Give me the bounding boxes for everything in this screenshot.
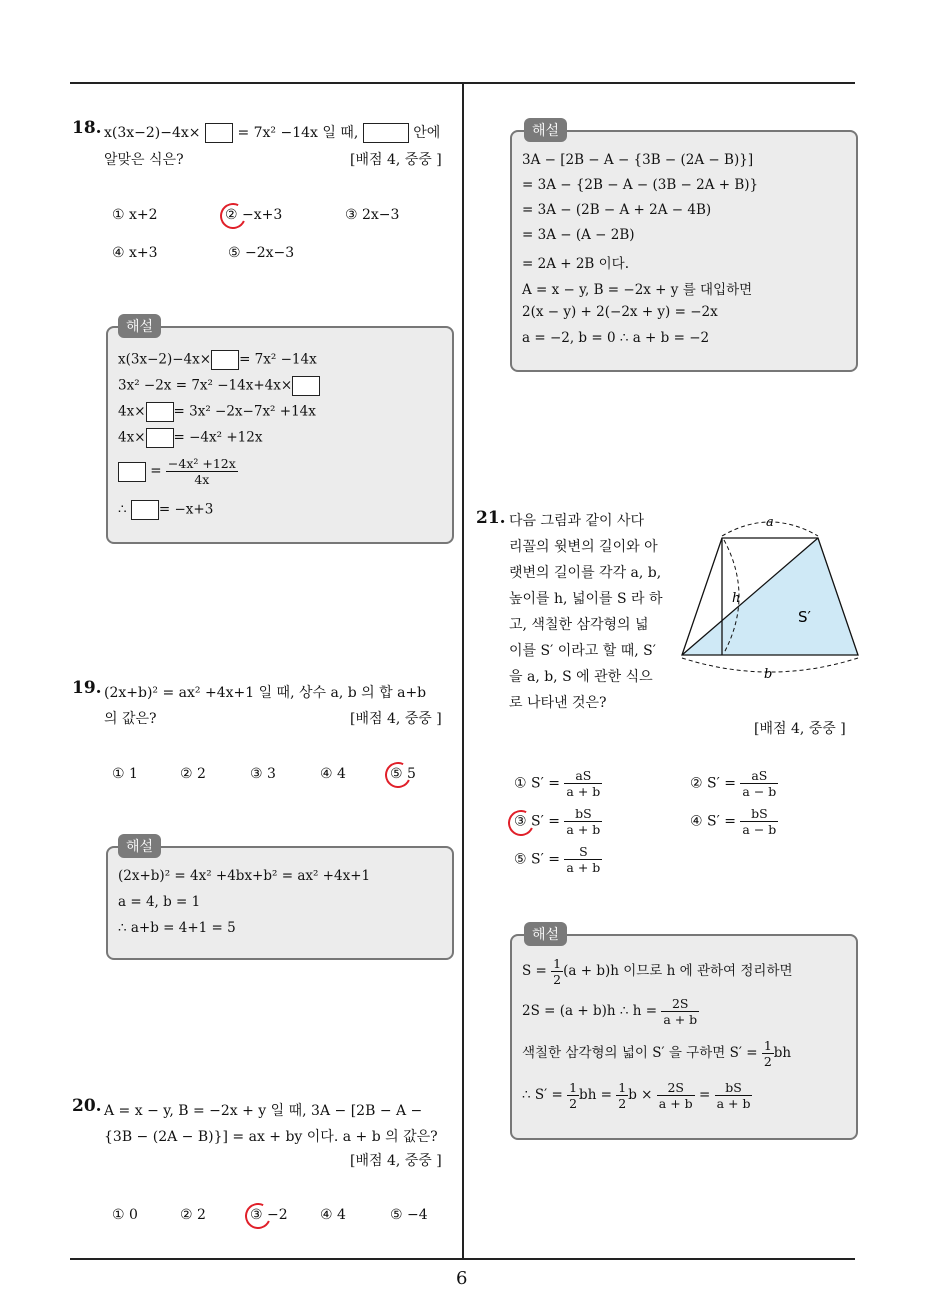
q21-c2-lhs: S′ = <box>707 775 736 792</box>
q21-sol-3-frac <box>762 1038 774 1069</box>
q19-choice-3[interactable]: ③ 3 <box>250 766 276 782</box>
q18-sol-3b: = 3x² −2x−7x² +14x <box>173 403 316 420</box>
q21-choice-2[interactable] <box>690 768 778 799</box>
q21-sol-line1 <box>522 956 793 987</box>
q18-choice-1[interactable]: ① x+2 <box>112 207 158 223</box>
q18-sol-line1 <box>118 350 317 370</box>
q21-c3-den: a + b <box>566 822 601 837</box>
q18-sol-3a: 4x× <box>118 403 146 420</box>
q21-sol-4-den2: 2 <box>618 1096 627 1111</box>
q21-text-3: 랫변의 길이를 각각 a, b, <box>509 565 662 581</box>
q20-sol-line5: = 2A + 2B 이다. <box>522 256 630 272</box>
q18-score: [배점 4, 중중 ] <box>350 152 442 168</box>
q21-sol-4e: = <box>698 1087 711 1103</box>
page-number: 6 <box>456 1268 468 1289</box>
q21-sol-4-frac4 <box>715 1080 753 1111</box>
q20-sol-line7: 2(x − y) + 2(−2x + y) = −2x <box>522 304 718 320</box>
q21-sol-2a: 2S = (a + b)h ∴ h = <box>522 1003 658 1019</box>
q18-sol-6b: = −x+3 <box>158 501 214 518</box>
q18-line1-b: = 7x² −14x 일 때, <box>237 125 359 141</box>
q20-choice-5[interactable]: ⑤ −4 <box>390 1207 428 1223</box>
q21-label-a: a <box>766 515 774 530</box>
q21-sol-3a: 색칠한 삼각형의 넓이 S′ 을 구하면 S′ = <box>522 1045 758 1061</box>
q21-c5-lhs: S′ = <box>531 851 560 868</box>
q19-choice-2[interactable]: ② 2 <box>180 766 206 782</box>
q21-c4-den: a − b <box>742 822 777 837</box>
q21-c3-frac <box>564 806 602 837</box>
q18-answer-circle <box>216 199 249 232</box>
q20-sol-line1: 3A − [2B − A − {3B − (2A − B)}] <box>522 152 754 168</box>
q18-sol-1b: = 7x² −14x <box>239 351 317 368</box>
q18-choice-5[interactable]: ⑤ −2x−3 <box>228 245 295 261</box>
q21-text-5: 고, 색칠한 삼각형의 넓 <box>509 617 649 633</box>
q20-choice-1[interactable]: ① 0 <box>112 1207 138 1223</box>
q21-sol-4-num2: 1 <box>618 1080 627 1095</box>
q19-line1: (2x+b)² = ax² +4x+1 일 때, 상수 a, b 의 합 a+b <box>104 685 427 701</box>
q18-sol-blank5 <box>118 462 146 482</box>
q21-c1-frac <box>564 768 602 799</box>
q18-sol-blank4 <box>146 428 174 448</box>
q21-text-4: 높이를 h, 넓이를 S 라 하 <box>509 591 663 607</box>
q21-sol-4-num1: 1 <box>569 1080 578 1095</box>
q20-sol-line2: = 3A − {2B − A − (3B − 2A + B)} <box>522 177 759 193</box>
q21-label-h: h <box>732 591 741 606</box>
q21-sol-4-num3: 2S <box>657 1080 695 1096</box>
q18-sol-blank3 <box>146 402 174 422</box>
q21-label-s: S′ <box>798 608 811 626</box>
q20-answer-circle <box>241 1199 274 1232</box>
q21-sol-4-num4: bS <box>715 1080 753 1096</box>
q20-sol-line8: a = −2, b = 0 ∴ a + b = −2 <box>522 330 710 346</box>
q21-c3-lhs: S′ = <box>531 813 560 830</box>
q21-sol-4-frac1 <box>567 1080 579 1111</box>
q18-sol-blank6 <box>131 500 159 520</box>
q18-sol-blank1 <box>211 350 239 370</box>
q18-choice-3[interactable]: ③ 2x−3 <box>345 207 400 223</box>
q21-sol-3-num: 1 <box>763 1038 772 1053</box>
q21-sol-4-frac2 <box>616 1080 628 1111</box>
q19-sol-line3: ∴ a+b = 4+1 = 5 <box>118 920 236 936</box>
q18-sol-5a: = <box>150 463 162 479</box>
q21-c2-frac <box>740 768 778 799</box>
q21-sol-line2 <box>522 996 699 1027</box>
q21-c3-num: bS <box>564 806 602 822</box>
q21-sol-4-frac3 <box>657 1080 695 1111</box>
q20-sol-line4: = 3A − (A − 2B) <box>522 227 635 243</box>
q19-choice-1[interactable]: ① 1 <box>112 766 138 782</box>
q21-c4-mark: ④ <box>690 813 703 830</box>
bottom-rule <box>70 1258 855 1260</box>
q21-c3-mark: ③ <box>514 813 527 830</box>
q21-c2-num: aS <box>740 768 778 784</box>
q18-line1-a: x(3x−2)−4x× <box>104 125 201 141</box>
q21-number: 21. <box>476 508 506 528</box>
q21-sol-3b: bh <box>773 1045 792 1061</box>
q18-sol-blank2 <box>292 376 320 396</box>
q21-choice-1[interactable] <box>514 768 602 799</box>
q18-sol-frac-num: −4x² +12x <box>167 456 236 471</box>
q18-number: 18. <box>72 118 102 138</box>
q18-line2: 알맞은 식은? <box>104 152 184 168</box>
q19-choice-4[interactable]: ④ 4 <box>320 766 346 782</box>
q18-sol-line6 <box>118 500 213 520</box>
q21-c2-mark: ② <box>690 775 703 792</box>
q21-solution-tag: 해설 <box>524 922 567 946</box>
q20-score: [배점 4, 중중 ] <box>350 1153 442 1169</box>
q21-sol-line3 <box>522 1038 791 1069</box>
q21-sol-1-num: 1 <box>553 956 562 971</box>
q20-line2: {3B − (2A − B)}] = ax + by 이다. a + b 의 값은? <box>104 1129 438 1145</box>
q18-sol-frac-den: 4x <box>194 472 210 487</box>
q19-choice-5[interactable]: ⑤ 5 <box>390 766 416 782</box>
q19-solution-tag: 해설 <box>118 834 161 858</box>
q21-sol-1-den: 2 <box>553 972 562 987</box>
q20-solution-tag: 해설 <box>524 118 567 142</box>
q20-choice-3[interactable]: ③ −2 <box>250 1207 288 1223</box>
q21-sol-4c: b × <box>628 1087 653 1103</box>
q21-sol-1a: S = <box>522 963 547 979</box>
q19-sol-line2: a = 4, b = 1 <box>118 894 201 910</box>
q21-c1-den: a + b <box>566 784 601 799</box>
q20-choice-4[interactable]: ④ 4 <box>320 1207 346 1223</box>
q18-sol-frac <box>166 456 238 487</box>
q18-sol-line2 <box>118 376 320 396</box>
q20-line1: A = x − y, B = −2x + y 일 때, 3A − [2B − A − <box>104 1103 423 1119</box>
q21-sol-4a: ∴ S′ = <box>522 1087 563 1103</box>
q21-c5-frac <box>564 844 602 875</box>
q21-sol-1b: (a + b)h 이므로 h 에 관하여 정리하면 <box>563 963 793 979</box>
q20-choice-2[interactable]: ② 2 <box>180 1207 206 1223</box>
q18-choice-2[interactable]: ② −x+3 <box>225 207 283 223</box>
q21-score: [배점 4, 중중 ] <box>754 721 846 737</box>
q21-label-b: b <box>764 667 773 682</box>
q21-c5-mark: ⑤ <box>514 851 527 868</box>
q21-sol-1-frac <box>551 956 563 987</box>
q21-text-1: 다음 그림과 같이 사다 <box>509 513 645 529</box>
q18-sol-4b: = −4x² +12x <box>173 429 263 446</box>
q19-line2: 의 값은? <box>104 711 157 727</box>
q18-solution-tag: 해설 <box>118 314 161 338</box>
q18-blank <box>205 123 233 143</box>
q21-c2-den: a − b <box>742 784 777 799</box>
q21-sol-4-den4: a + b <box>716 1096 751 1111</box>
q21-trapezoid-figure <box>674 508 868 682</box>
q18-sol-line3 <box>118 402 316 422</box>
q21-c4-frac <box>740 806 778 837</box>
q21-sol-4-den3: a + b <box>658 1096 693 1111</box>
q18-line1 <box>104 122 440 143</box>
q18-sol-line5 <box>118 456 238 487</box>
q18-sol-1a: x(3x−2)−4x× <box>118 351 212 368</box>
q18-blank2 <box>363 123 409 143</box>
q21-sol-2-den: a + b <box>663 1012 698 1027</box>
q21-sol-4b: bh = <box>579 1087 612 1103</box>
q20-sol-line3: = 3A − (2B − A + 2A − 4B) <box>522 202 712 218</box>
q21-text-6: 이를 S′ 이라고 할 때, S′ <box>509 643 656 659</box>
q21-c5-den: a + b <box>566 860 601 875</box>
q21-c4-lhs: S′ = <box>707 813 736 830</box>
q20-sol-line6: A = x − y, B = −2x + y 를 대입하면 <box>522 282 753 298</box>
q20-number: 20. <box>72 1096 102 1116</box>
q21-c1-mark: ① <box>514 775 527 792</box>
q21-sol-3-den: 2 <box>763 1054 772 1069</box>
q21-text-8: 로 나타낸 것은? <box>509 695 607 711</box>
q21-c1-num: aS <box>564 768 602 784</box>
q18-line1-c: 안에 <box>413 125 441 141</box>
q18-sol-2a: 3x² −2x = 7x² −14x+4x× <box>118 377 293 394</box>
q21-text-7: 을 a, b, S 에 관한 식으 <box>509 669 653 685</box>
q21-c4-num: bS <box>740 806 778 822</box>
q19-number: 19. <box>72 678 102 698</box>
q18-sol-therefore: ∴ <box>118 501 127 518</box>
q21-sol-2-num: 2S <box>661 996 699 1012</box>
q21-choice-5[interactable] <box>514 844 602 875</box>
q18-choice-4[interactable]: ④ x+3 <box>112 245 158 261</box>
q19-sol-line1: (2x+b)² = 4x² +4bx+b² = ax² +4x+1 <box>118 868 371 884</box>
q21-c1-lhs: S′ = <box>531 775 560 792</box>
column-divider <box>462 84 464 1258</box>
q21-sol-4-den1: 2 <box>569 1096 578 1111</box>
q21-sol-2-frac <box>661 996 699 1027</box>
q21-shaded-triangle <box>682 538 858 655</box>
q21-choice-4[interactable] <box>690 806 778 837</box>
q18-sol-4a: 4x× <box>118 429 146 446</box>
q21-sol-line4 <box>522 1080 752 1111</box>
q19-answer-circle <box>381 758 414 791</box>
q21-text-2: 리꼴의 윗변의 길이와 아 <box>509 539 658 555</box>
q18-sol-line4 <box>118 428 262 448</box>
q21-c5-num: S <box>564 844 602 860</box>
q19-score: [배점 4, 중중 ] <box>350 711 442 727</box>
